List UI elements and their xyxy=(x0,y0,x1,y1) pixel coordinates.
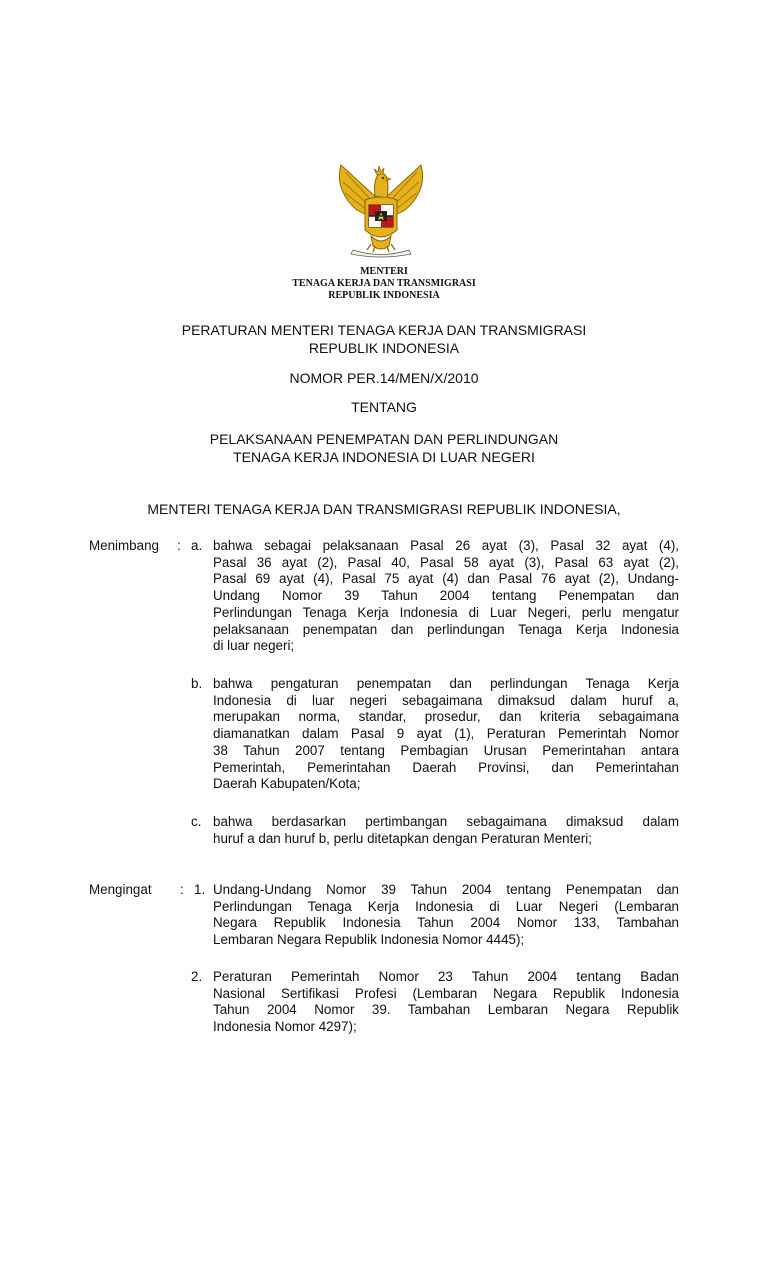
mengingat-item-2-marker: 2. xyxy=(191,969,203,984)
mengingat-item-2 xyxy=(213,969,679,1036)
menimbang-colon: : xyxy=(177,538,181,553)
text-line: Negara Republik Indonesia Tahun 2004 Nomor 133, Tambahan xyxy=(213,915,679,931)
menimbang-item-a-marker: a. xyxy=(191,538,203,553)
regulation-subject-line2: TENAGA KERJA INDONESIA DI LUAR NEGERI xyxy=(233,449,535,465)
text-line: di luar negeri; xyxy=(213,638,295,654)
garuda-emblem-icon xyxy=(331,160,431,260)
text-line: Perlindungan Tenaga Kerja Indonesia di Luar Negeri (Lembaran xyxy=(213,898,679,914)
text-line: huruf a dan huruf b, perlu ditetapkan dengan Peraturan Menteri; xyxy=(213,830,592,846)
mengingat-item-1 xyxy=(213,882,679,949)
ministry-name: TENAGA KERJA DAN TRANSMIGRASI xyxy=(292,278,476,289)
minister-title: MENTERI xyxy=(360,266,408,277)
text-line: bahwa sebagai pelaksanaan Pasal 26 ayat (3), Pasal 32 ayat (4), xyxy=(213,538,679,553)
text-line: diamanatkan dalam Pasal 9 ayat (1), Peraturan Pemerintah Nomor xyxy=(213,726,679,742)
text-line: bahwa pengaturan penempatan dan perlindungan Tenaga Kerja xyxy=(213,676,679,691)
mengingat-label: Mengingat xyxy=(89,882,152,897)
menimbang-item-c xyxy=(213,814,679,847)
republic-name: REPUBLIK INDONESIA xyxy=(328,290,440,301)
text-line: Nasional Sertifikasi Profesi (Lembaran Negara Republik Indonesia xyxy=(213,985,679,1001)
menimbang-item-b-marker: b. xyxy=(191,676,203,691)
mengingat-colon: : xyxy=(180,882,184,897)
text-line: Undang-Undang Nomor 39 Tahun 2004 tentang Penempatan dan xyxy=(213,882,679,897)
text-line: bahwa berdasarkan pertimbangan sebagaimana dimaksud dalam xyxy=(213,814,679,829)
text-line: 38 Tahun 2007 tentang Pembagian Urusan Pemerintahan antara xyxy=(213,742,679,758)
menimbang-item-c-marker: c. xyxy=(191,814,202,829)
regulation-subject-line1: PELAKSANAAN PENEMPATAN DAN PERLINDUNGAN xyxy=(209,431,559,447)
text-line: Tahun 2004 Nomor 39. Tambahan Lembaran Negara Republik xyxy=(213,1002,679,1018)
mengingat-item-1-marker: 1. xyxy=(194,882,206,897)
menimbang-item-b xyxy=(213,676,679,793)
regulation-number: NOMOR PER.14/MEN/X/2010 xyxy=(289,370,479,386)
menimbang-label: Menimbang xyxy=(89,538,159,553)
text-line: Lembaran Negara Republik Indonesia Nomor 4445); xyxy=(213,932,525,948)
text-line: Pasal 36 ayat (2), Pasal 40, Pasal 58 ayat (3), Pasal 63 ayat (2), xyxy=(213,554,679,570)
regulation-tentang: TENTANG xyxy=(351,399,417,415)
text-line: Daerah Kabupaten/Kota; xyxy=(213,776,361,792)
text-line: Perlindungan Tenaga Kerja Indonesia di Luar Negeri, perlu mengatur xyxy=(213,604,679,620)
text-line: Indonesia Nomor 4297); xyxy=(213,1019,357,1035)
text-line: Pemerintah, Pemerintahan Daerah Provinsi, dan Pemerintahan xyxy=(213,759,679,775)
text-line: Indonesia di luar negeri sebagaimana dimaksud dalam huruf a, xyxy=(213,692,679,708)
text-line: merupakan norma, standar, prosedur, dan kriteria sebagaimana xyxy=(213,709,679,725)
issuer-line: MENTERI TENAGA KERJA DAN TRANSMIGRASI REPUBLIK INDONESIA, xyxy=(147,501,621,517)
regulation-title-line2: REPUBLIK INDONESIA xyxy=(308,340,460,356)
menimbang-item-a xyxy=(213,538,679,655)
text-line: Undang Nomor 39 Tahun 2004 tentang Penempatan dan xyxy=(213,588,679,604)
text-line: Peraturan Pemerintah Nomor 23 Tahun 2004 tentang Badan xyxy=(213,969,679,984)
text-line: pelaksanaan penempatan dan perlindungan Tenaga Kerja Indonesia xyxy=(213,621,679,637)
text-line: Pasal 69 ayat (4), Pasal 75 ayat (4) dan Pasal 76 ayat (2), Undang- xyxy=(213,571,679,587)
regulation-title-line1: PERATURAN MENTERI TENAGA KERJA DAN TRANSMIGRASI xyxy=(181,322,587,338)
